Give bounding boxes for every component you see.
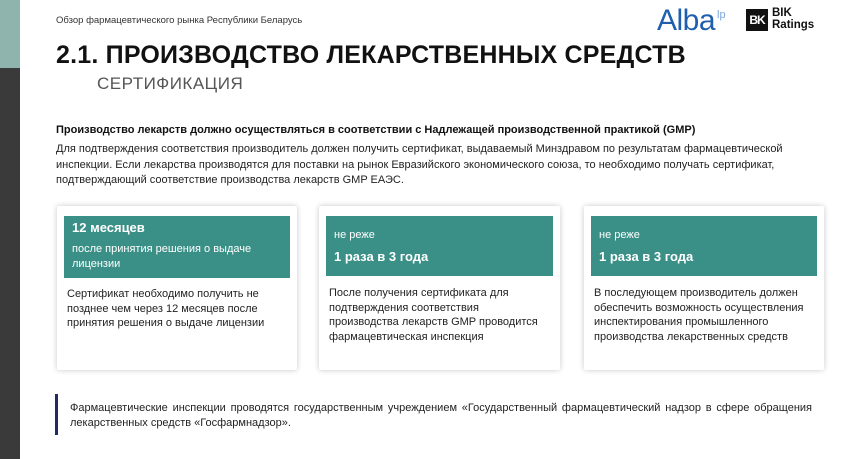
card-header-caption: после принятия решения о выдаче лицензии	[72, 243, 252, 270]
card-body: В последующем производитель должен обеспечить возможность осуществления инспектирования промышленного производства лекарственных средств	[594, 287, 804, 343]
card-header-prefix: не реже	[599, 229, 640, 241]
card-header	[591, 216, 817, 276]
page-title: 2.1. ПРОИЗВОДСТВО ЛЕКАРСТВЕННЫХ СРЕДСТВ	[56, 41, 686, 69]
card-header-value: 1 раза в 3 года	[599, 249, 694, 264]
card-header-value: 1 раза в 3 года	[334, 249, 429, 264]
card-inspection-frequency	[319, 206, 560, 370]
card-header-prefix: не реже	[334, 229, 375, 241]
card-header	[326, 216, 553, 276]
alba-logo	[657, 4, 726, 38]
bik-logo-mark: BK	[746, 9, 768, 31]
left-sidebar-bar	[0, 0, 20, 459]
alba-logo-superscript: lp	[717, 9, 726, 21]
page-subtitle: СЕРТИФИКАЦИЯ	[97, 74, 244, 93]
note-accent-bar	[55, 394, 58, 435]
report-title: Обзор фармацевтического рынка Республики Беларусь	[56, 15, 303, 26]
bik-logo-line2: Ratings	[772, 18, 815, 31]
card-header	[64, 216, 290, 278]
left-sidebar-accent	[0, 0, 20, 68]
bik-logo-line1: BIK	[772, 7, 792, 19]
bik-ratings-logo	[746, 8, 814, 31]
card-body: После получения сертификата для подтверждения соответствия производства лекарств GMP проводится фармацевтическая инспекция	[329, 287, 538, 343]
footnote-text: Фармацевтические инспекции проводятся государственным учреждением «Государственный фармацевтический надзор в сфере обращения лекарственных средств «Госфармнадзор».	[70, 402, 812, 429]
card-inspection-access	[584, 206, 824, 370]
card-header-value: 12 месяцев	[72, 220, 145, 235]
card-body: Сертификат необходимо получить не позднее чем через 12 месяцев после принятия решения о выдаче лицензии	[67, 288, 265, 329]
alba-logo-text: Alba	[657, 4, 716, 37]
bik-logo-text	[772, 8, 814, 31]
lead-paragraph: Для подтверждения соответствия производитель должен получить сертификат, выдаваемый Минздравом по результатам фармацевтической инспекции. Если лекарства производятся для поставки на рынок Евразийского экономического союза, то необходимо получать сертификат, подтверждающий соответствие производства лекарств GMP ЕАЭС.	[56, 143, 783, 186]
lead-heading: Производство лекарств должно осуществляться в соответствии с Надлежащей производственной практикой (GMP)	[56, 124, 696, 136]
card-12-months	[57, 206, 297, 370]
